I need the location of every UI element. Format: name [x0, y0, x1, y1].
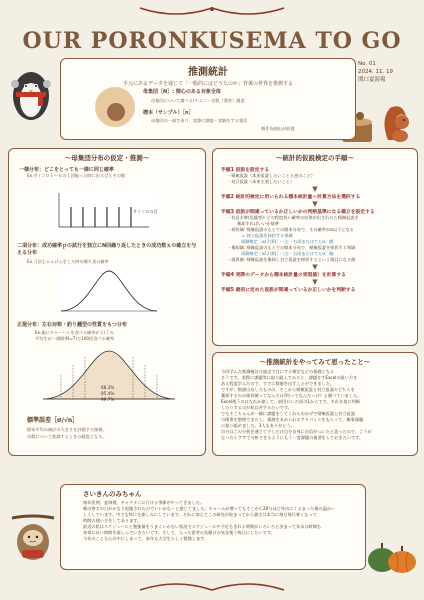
reflection-line: そうです。実際に課題等に取り組んでみると、課題をすExcelの扱い方を: [221, 375, 358, 380]
step-1-title: 手順1 仮説を設定する: [221, 168, 270, 173]
recent-news-line: 最近の私はスケジュールと勉強量をうまくいかない状況でスケジュールや予定もきれる時間がいろいろと決まって年末の時間も: [83, 524, 322, 529]
population-note: 母集団について調べる(チエニー全数（悉皆）調査: [151, 98, 245, 103]
step-3-critical: ・境界値: 帰無仮説を棄却し対立仮説を採択するという境目になる値: [227, 257, 356, 262]
issue-number: No. 01: [358, 61, 376, 67]
standard-error-desc-1: 標本平均の統計の大きさを評価する指標。: [27, 427, 107, 432]
normal-example-2: 平均生が一週間(N=7)で100回食べる確率: [35, 336, 115, 341]
reflection-line: に取り組めました。3人もありがとう。: [221, 423, 295, 428]
recent-news-line: 毎年恒例、夏毎週、チャクナニに行ける季節がやってきました。: [83, 500, 205, 505]
garland-top-decoration: [140, 6, 284, 20]
reflection-line: の関係を整理できたし、推測を丸められるアドバイスをもらって、無事課題: [221, 417, 364, 422]
recent-news-line: 朝の寒さの日がかなり短縮されたのでいいかなーと感じてました。チャームが増ってもそこから20分ほど外出にくるまった後の温かい: [83, 506, 336, 511]
arrow-icon: ▼: [312, 200, 318, 208]
binomial-example: Ex.３回じゃんけんをした時の勝ち星の確率: [27, 259, 109, 264]
normal-example-1: Ex.親にチャーハンを食べる確率が２/７の: [35, 330, 114, 335]
recent-news-line: 寿命に長い時間を楽しんでいきたいです。そして、入った思考の先駆けの気を使う毎日にしたいです。: [83, 530, 275, 535]
reflection-title: 〜推測統計をやってみて思ったこと〜: [259, 358, 371, 366]
arrow-icon: ▼: [312, 278, 318, 286]
binomial-chart: [57, 267, 161, 315]
uniform-title: 一様分布：どこをとっても一様に同じ確率: [19, 167, 114, 173]
standard-error-desc-2: 母数について推測するときの精度となる。: [27, 434, 107, 439]
newsletter-title: OUR PORONKUSEMA TO GO: [22, 28, 402, 54]
population-circle: [95, 87, 135, 127]
sample-note: 母集団の一部であり、実際に調査・実験をする集団: [151, 118, 248, 123]
penguin-illustration: [6, 64, 56, 122]
reflection-line: 自分はこの分析を通じて少しだけ自分自身に自信がついたと思ったので、こうが: [221, 429, 372, 434]
inferential-stats-desc: 手元にあるデータを通じて「一般的にはどうなのか」背後の世界を推測する: [122, 81, 293, 87]
random-sampling-note: 無作為抽出が前提: [261, 126, 295, 131]
reflection-body: [213, 366, 417, 441]
hypothesis-testing-card: [212, 148, 418, 346]
step-3-rejection: ・棄却域: 帰無仮説のもとでの標本分布で、帰無仮説を採択する領域: [227, 245, 356, 250]
garland-bottom-decoration: [140, 578, 284, 592]
reflection-card: [212, 352, 418, 456]
step-3-acceptance-3: 両側検定［α/２(0)］・［左・右両またはてとα］側: [241, 239, 334, 244]
step-1-null: ・帰無仮説（本来仮説したいことと逆のこと）: [227, 173, 315, 178]
arrow-icon: ▼: [312, 185, 318, 193]
recent-news-line: 今年のことも心の中にしまって、来年も大学生らしく勉強します。: [83, 536, 209, 541]
sample-circle: [107, 103, 125, 121]
reflection-line: 棄却するのか採択域ってなんだけ?何ってなんだっけ？と調べていました。: [221, 393, 362, 398]
step-4-title: 手順4 実際のデータから標本統計量の実現値）を計算する: [221, 273, 346, 278]
recent-news-card: [60, 484, 366, 570]
recent-news-line: しくしています。中でも特にを楽しみにしています。それに加えてこの研究が始まってから暑さは本当に毎日毎日寒くなって: [83, 512, 317, 517]
step-2-title: 手順2 統計的検定に用いられる標本統計量＝計算方法を選択する: [221, 195, 361, 200]
uniform-example: Ex.サイコロ１〜６の１回振った時に出る目とその数: [27, 173, 126, 178]
reflection-line: したりするのが私は苦手みたいです。: [221, 405, 292, 410]
reflection-line: なったらすすで分析できるようにもう一度課題の復習をしておきたいです。: [221, 435, 364, 440]
author-name: 関口夏海報: [358, 77, 386, 83]
step-5-title: 手順5 最初に定めた仮説が間違っているか正しいかを判断する: [221, 288, 356, 293]
uniform-axis-label: サイコロの目: [133, 209, 158, 214]
step-3-significance: ・有意水準(危険率): どの程度低い確率の結果が出されたら帰無仮説を: [227, 215, 359, 220]
step-3-significance-2: 棄却すればいいか基準: [237, 221, 279, 226]
inferential-stats-card: [60, 58, 356, 140]
step-3-acceptance: ・採択域: 帰無仮説のもとでの標本分布で、その確率がα以下となる: [227, 227, 354, 232]
step-3-title: 手順3 仮説が間違っているか正しいかの判断基準になる確立を設定する: [221, 210, 375, 215]
reflection-line: ですが、数値は出したものの、そこから帰無仮説と対立仮説のどちらを: [221, 387, 355, 392]
normal-title: 正規分布：左右対称・釣り鐘型の性質をもつ分布: [17, 322, 128, 328]
step-3-acceptance-2: ＝ 独立仮説を採択する領域: [241, 233, 293, 238]
recent-news-body: [61, 498, 365, 542]
reflection-line: 今回学んだ推測統計は過去で目にする検定などの基礎となる: [221, 369, 335, 374]
population-distribution-card: [8, 148, 206, 456]
step-3-rejection-2: 両側検定［α/２(0)］・［左・右両またはてとα］側: [241, 251, 334, 256]
pumpkin-illustration: [364, 532, 420, 576]
recent-news-line: 時間の使い方をしてあります。: [83, 518, 142, 523]
standard-error-title: 標準誤差［σ/√n］: [27, 417, 79, 424]
reflection-line: ある程度学んだので、すでに数値を出すことができました。: [221, 381, 335, 386]
normal-pct-99: 99.7%: [101, 397, 115, 402]
sample-label: 標本（サンプル）［n］: [143, 110, 194, 116]
population-label: 母集団［N］: 関心のある対象全体: [143, 89, 221, 95]
normal-pct-95: 95.4%: [101, 391, 115, 396]
step-1-alt: ・対立仮説（本来主張したいこと）: [227, 179, 295, 184]
distribution-section-title: 〜母集団分布の仮定・推測〜: [64, 154, 150, 162]
normal-pct-68: 68.3%: [101, 385, 115, 390]
sloth-illustration: [8, 514, 58, 564]
arrow-icon: ▼: [312, 263, 318, 271]
binomial-title: 二項分布：成功確率ｐの試行を独立にN回繰り返したときの成功数ｘの確立を与える分布: [17, 243, 197, 256]
hypothesis-section-title: 〜統計的仮説検定の手順〜: [276, 154, 354, 162]
reflection-line: でもそこちゃんが一緒に課題をしてくれたおかげで帰無仮説と対立仮説: [221, 411, 356, 416]
issue-date: 2024. 11. 19: [358, 69, 393, 75]
inferential-stats-title: 推測統計: [188, 67, 228, 78]
recent-news-title: さいきんのみちゃん: [83, 490, 142, 498]
reflection-line: Excel使うのはなれか楽して、前回にいた頃の1からです。それを基に判断: [221, 399, 360, 404]
